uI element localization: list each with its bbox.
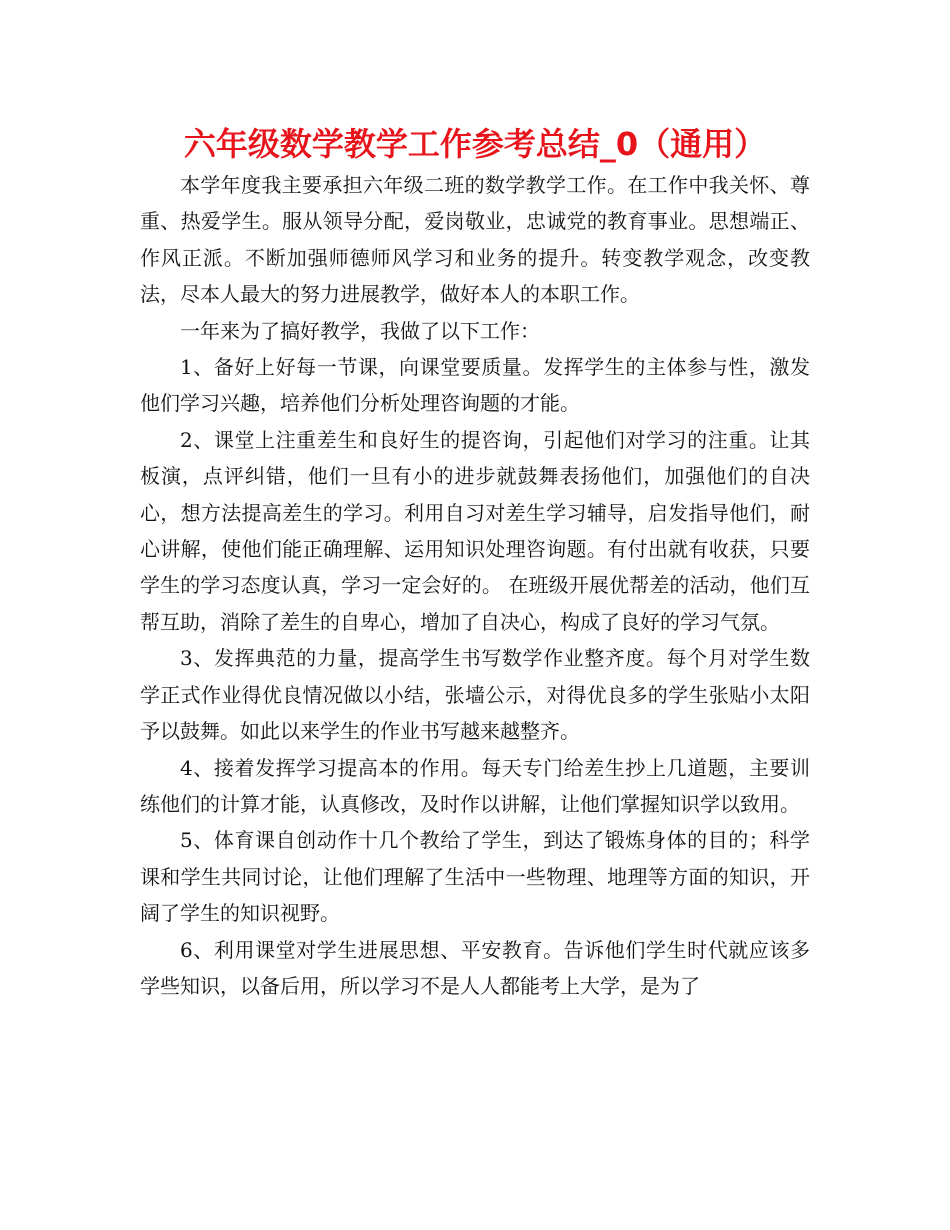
paragraph-item-5: 5、体育课自创动作十几个教给了学生，到达了锻炼身体的目的；科学课和学生共同讨论，让他们理解了生活中一些物理、地理等方面的知识，开阔了学生的知识视野。 (140, 828, 810, 926)
paragraph-intro: 本学年度我主要承担六年级二班的数学教学工作。在工作中我关怀、尊重、热爱学生。服从领导分配，爱岗敬业，忠诚党的教育事业。思想端正、作风正派。不断加强师德师风学习和业务的提升。转变教学观念，改变教法，尽本人最大的努力进展教学，做好本人的本职工作。 (140, 173, 810, 307)
document-body (140, 167, 810, 1004)
paragraph-item-1: 1、备好上好每一节课，向课堂要质量。发挥学生的主体参与性，激发他们学习兴趣，培养他们分析处理咨询题的才能。 (140, 355, 810, 416)
paragraph-item-4: 4、接着发挥学习提高本的作用。每天专门给差生抄上几道题，主要训练他们的计算才能，认真修改，及时作以讲解，让他们掌握知识学以致用。 (140, 755, 810, 816)
paragraph-overview: 一年来为了搞好教学，我做了以下工作： (180, 318, 540, 343)
document-title: 六年级数学教学工作参考总结_0（通用） (183, 125, 767, 163)
paragraph-item-3: 3、发挥典范的力量，提高学生书写数学作业整齐度。每个月对学生数学正式作业得优良情况做以小结，张墙公示，对得优良多的学生张贴小太阳予以鼓舞。如此以来学生的作业书写越来越整齐。 (140, 646, 810, 744)
paragraph-item-6: 6、利用课堂对学生进展思想、平安教育。告诉他们学生时代就应该多学些知识，以备后用，所以学习不是人人都能考上大学，是为了 (140, 937, 810, 998)
paragraph-item-2: 2、课堂上注重差生和良好生的提咨询，引起他们对学习的注重。让其板演，点评纠错，他们一旦有小的进步就鼓舞表扬他们，加强他们的自决心，想方法提高差生的学习。利用自习对差生学习辅导，启发指导他们，耐心讲解，使他们能正确理解、运用知识处理咨询题。有付出就有收获，只要学生的学习态度认真，学习一定会好的。 在班级开展优帮差的活动，他们互帮互助，消除了差生的自卑心，增加了自决心，构成了良好的学习气氛。 (140, 427, 810, 634)
